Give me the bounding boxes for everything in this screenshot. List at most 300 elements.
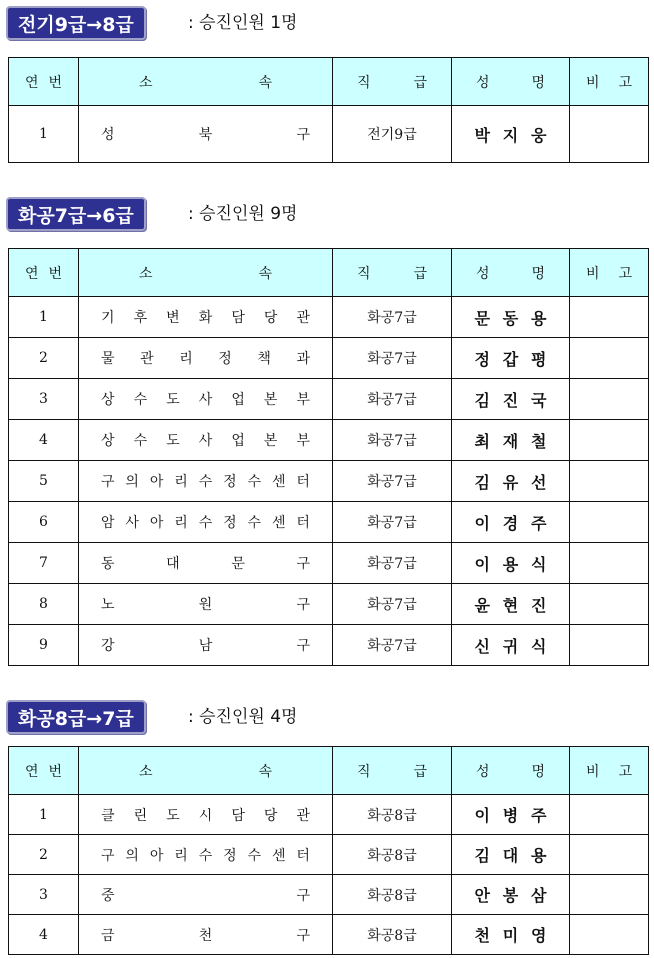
department-char: 린 [133, 807, 148, 824]
department-char: 관 [296, 310, 310, 326]
department-char: 구 [296, 127, 310, 143]
department-char: 강 [101, 638, 115, 654]
table-row [9, 379, 649, 420]
header-department-label [79, 263, 332, 283]
row-name [452, 461, 570, 502]
name-char: 진 [502, 390, 519, 410]
department-char: 의 [125, 474, 139, 490]
header-name-char: 명 [531, 265, 545, 282]
name-text [475, 123, 547, 146]
department-char: 사 [198, 433, 213, 449]
row-department [79, 338, 333, 379]
department-char: 중 [101, 887, 115, 904]
department-char: 도 [166, 392, 180, 408]
department-char: 본 [263, 392, 278, 408]
department-char: 아 [149, 847, 164, 864]
header-grade-char: 급 [413, 265, 427, 282]
row-department [79, 420, 333, 461]
row-grade: 화공7급 [333, 461, 452, 502]
department-char: 클 [101, 807, 115, 824]
name-char: 김 [474, 390, 490, 410]
name-char: 식 [531, 636, 547, 656]
header-grade [333, 58, 452, 106]
name-char: 이 [474, 806, 490, 825]
name-char: 안 [474, 886, 490, 905]
header-name-label [452, 263, 569, 283]
department-char: 정 [223, 847, 237, 864]
header-department-label [79, 761, 332, 781]
department-char: 수 [247, 474, 262, 490]
department-char: 책 [257, 351, 271, 367]
department-char: 관 [140, 351, 154, 367]
row-grade: 화공8급 [333, 795, 452, 835]
department-char: 당 [263, 310, 278, 326]
department-char: 센 [271, 474, 286, 490]
department-char: 리 [174, 847, 188, 864]
table-row [9, 584, 649, 625]
department-text [101, 925, 310, 945]
department-char: 업 [231, 392, 245, 408]
header-number [9, 58, 79, 106]
header-department-char: 속 [258, 763, 272, 780]
name-char: 김 [474, 846, 490, 865]
row-grade: 화공8급 [333, 835, 452, 875]
header-name-char: 명 [531, 74, 545, 91]
department-char: 도 [166, 433, 180, 449]
name-char: 신 [474, 636, 490, 656]
row-name [452, 543, 570, 584]
table-row [9, 875, 649, 915]
row-number: 6 [9, 502, 79, 543]
row-note [570, 379, 649, 420]
promotion-count: : 승진인원 9명 [188, 204, 298, 224]
department-char: 센 [271, 515, 286, 531]
department-char: 후 [133, 310, 148, 326]
name-char: 김 [474, 472, 490, 492]
promotion-table [8, 248, 649, 666]
header-number [9, 249, 79, 297]
row-department [79, 461, 333, 502]
department-char: 터 [296, 847, 310, 864]
header-grade [333, 249, 452, 297]
row-name [452, 584, 570, 625]
row-grade: 화공7급 [333, 297, 452, 338]
header-grade-char: 급 [413, 74, 427, 91]
department-text [101, 805, 310, 825]
department-char: 구 [296, 556, 310, 572]
department-char: 금 [101, 927, 115, 944]
name-char: 주 [531, 806, 547, 825]
department-char: 담 [231, 807, 245, 824]
name-char: 영 [531, 926, 547, 945]
row-note [570, 297, 649, 338]
row-note [570, 625, 649, 666]
section-title-badge: 화공7급→6급 [6, 197, 146, 231]
row-grade: 화공7급 [333, 543, 452, 584]
name-char: 이 [474, 554, 490, 574]
row-note [570, 584, 649, 625]
row-department [79, 875, 333, 915]
name-char: 재 [502, 431, 519, 451]
row-number: 5 [9, 461, 79, 502]
header-department-char: 속 [258, 74, 272, 91]
header-note-char: 고 [618, 763, 632, 780]
department-text [101, 845, 310, 865]
department-text [101, 430, 310, 450]
row-number: 4 [9, 915, 79, 955]
header-note-label [570, 761, 648, 781]
row-note [570, 835, 649, 875]
department-char: 정 [223, 474, 237, 490]
department-char: 터 [296, 474, 310, 490]
row-name [452, 625, 570, 666]
row-grade: 화공8급 [333, 875, 452, 915]
department-char: 구 [101, 847, 115, 864]
row-name [452, 297, 570, 338]
department-char: 남 [198, 638, 213, 654]
department-char: 원 [198, 597, 213, 613]
row-grade: 화공7급 [333, 502, 452, 543]
name-char: 용 [502, 554, 519, 574]
row-department [79, 502, 333, 543]
row-department [79, 106, 333, 163]
header-department-char: 소 [139, 74, 153, 91]
name-text [475, 552, 547, 575]
header-note [570, 58, 649, 106]
header-note-label [570, 72, 648, 92]
row-grade: 화공7급 [333, 379, 452, 420]
header-note-char: 비 [586, 74, 600, 91]
header-name-char: 성 [476, 74, 490, 91]
row-number: 2 [9, 338, 79, 379]
department-char: 수 [247, 515, 262, 531]
department-char: 사 [198, 392, 213, 408]
row-note [570, 338, 649, 379]
department-text [101, 124, 310, 144]
header-name [452, 249, 570, 297]
row-number: 3 [9, 379, 79, 420]
row-number: 1 [9, 297, 79, 338]
department-char: 수 [198, 847, 213, 864]
row-grade: 전기9급 [333, 106, 452, 163]
name-char: 박 [474, 125, 490, 145]
header-number-char: 번 [48, 265, 62, 282]
promotion-count: : 승진인원 1명 [188, 13, 298, 33]
table-row [9, 338, 649, 379]
row-grade: 화공7급 [333, 338, 452, 379]
name-text [475, 429, 547, 452]
department-char: 수 [133, 392, 148, 408]
row-grade: 화공7급 [333, 420, 452, 461]
department-char: 시 [198, 807, 213, 824]
table-row [9, 461, 649, 502]
header-number-char: 연 [25, 763, 39, 780]
row-grade: 화공7급 [333, 625, 452, 666]
department-text [101, 512, 310, 532]
table-row [9, 543, 649, 584]
header-note-label [570, 263, 648, 283]
name-char: 갑 [502, 349, 519, 369]
table-row [9, 297, 649, 338]
name-text [475, 803, 547, 826]
table-row [9, 106, 649, 163]
promotion-table [8, 57, 649, 163]
name-char: 식 [531, 554, 547, 574]
header-name-char: 명 [531, 763, 545, 780]
name-char: 용 [531, 308, 547, 328]
row-note [570, 875, 649, 915]
section-title-badge: 전기9급→8급 [6, 6, 146, 40]
row-department [79, 543, 333, 584]
name-text [475, 306, 547, 329]
row-number: 4 [9, 420, 79, 461]
name-text [475, 634, 547, 657]
department-char: 동 [101, 556, 115, 572]
department-char: 사 [125, 515, 139, 531]
department-char: 구 [296, 887, 310, 904]
header-grade-label [333, 761, 451, 781]
department-char: 변 [166, 310, 180, 326]
table-row [9, 835, 649, 875]
department-char: 부 [296, 392, 310, 408]
row-note [570, 420, 649, 461]
row-grade: 화공8급 [333, 915, 452, 955]
name-char: 진 [531, 595, 547, 615]
header-department-char: 속 [258, 265, 272, 282]
department-char: 구 [296, 638, 310, 654]
name-char: 용 [531, 846, 547, 865]
row-note [570, 461, 649, 502]
promotion-table [8, 746, 649, 955]
header-name-label [452, 761, 569, 781]
department-char: 구 [101, 474, 115, 490]
department-char: 구 [296, 927, 310, 944]
header-grade-char: 급 [413, 763, 427, 780]
row-department [79, 795, 333, 835]
header-department [79, 58, 333, 106]
department-char: 본 [263, 433, 278, 449]
row-number: 8 [9, 584, 79, 625]
department-char: 수 [198, 474, 213, 490]
department-char: 부 [296, 433, 310, 449]
department-char: 수 [247, 847, 262, 864]
header-grade-char: 직 [357, 763, 371, 780]
department-char: 수 [198, 515, 213, 531]
department-char: 정 [218, 351, 232, 367]
name-char: 동 [502, 308, 519, 328]
department-text [101, 594, 310, 614]
row-number: 7 [9, 543, 79, 584]
name-char: 웅 [531, 125, 547, 145]
row-name [452, 379, 570, 420]
header-number-char: 번 [48, 763, 62, 780]
header-note [570, 249, 649, 297]
department-char: 기 [101, 310, 115, 326]
name-char: 귀 [502, 636, 519, 656]
name-text [475, 883, 547, 906]
name-char: 봉 [502, 886, 519, 905]
header-note-char: 비 [586, 763, 600, 780]
row-grade: 화공7급 [333, 584, 452, 625]
row-number: 3 [9, 875, 79, 915]
department-char: 문 [231, 556, 245, 572]
department-char: 물 [101, 351, 115, 367]
row-note [570, 106, 649, 163]
name-text [475, 347, 547, 370]
table-row [9, 795, 649, 835]
section-title-badge: 화공8급→7급 [6, 700, 146, 734]
department-text [101, 635, 310, 655]
name-text [475, 593, 547, 616]
name-char: 정 [474, 349, 490, 369]
department-char: 노 [101, 597, 115, 613]
name-char: 미 [502, 926, 519, 945]
name-char: 국 [531, 390, 547, 410]
header-grade-char: 직 [357, 265, 371, 282]
department-char: 정 [223, 515, 237, 531]
department-char: 과 [296, 351, 310, 367]
row-name [452, 502, 570, 543]
row-number: 9 [9, 625, 79, 666]
row-number: 2 [9, 835, 79, 875]
department-char: 터 [296, 515, 310, 531]
header-number-label [9, 761, 78, 781]
row-name [452, 338, 570, 379]
name-char: 현 [502, 595, 519, 615]
header-number-char: 연 [25, 74, 39, 91]
name-char: 대 [502, 846, 519, 865]
name-text [475, 470, 547, 493]
department-char: 화 [198, 310, 213, 326]
header-number-char: 연 [25, 265, 39, 282]
department-char: 북 [198, 127, 213, 143]
table-header-row [9, 747, 649, 795]
header-department-label [79, 72, 332, 92]
header-number-label [9, 263, 78, 283]
department-char: 아 [149, 474, 164, 490]
header-grade-label [333, 263, 451, 283]
department-char: 센 [271, 847, 286, 864]
header-note-char: 고 [618, 265, 632, 282]
header-number [9, 747, 79, 795]
department-char: 리 [179, 351, 193, 367]
row-department [79, 915, 333, 955]
department-char: 리 [174, 474, 188, 490]
header-name [452, 58, 570, 106]
name-char: 경 [502, 513, 519, 533]
table-header-row [9, 58, 649, 106]
name-text [475, 388, 547, 411]
header-name-char: 성 [476, 763, 490, 780]
name-text [475, 923, 547, 946]
name-char: 윤 [474, 595, 490, 615]
header-name-label [452, 72, 569, 92]
row-name [452, 915, 570, 955]
row-name [452, 420, 570, 461]
header-note [570, 747, 649, 795]
department-text [101, 553, 310, 573]
row-name [452, 835, 570, 875]
name-char: 주 [531, 513, 547, 533]
department-text [101, 885, 310, 905]
table-header-row [9, 249, 649, 297]
department-char: 성 [101, 127, 115, 143]
name-char: 평 [531, 349, 547, 369]
name-text [475, 511, 547, 534]
row-department [79, 625, 333, 666]
row-note [570, 915, 649, 955]
name-char: 병 [502, 806, 519, 825]
row-department [79, 835, 333, 875]
header-name-char: 성 [476, 265, 490, 282]
department-text [101, 471, 310, 491]
department-char: 도 [166, 807, 180, 824]
row-number: 1 [9, 106, 79, 163]
department-char: 상 [101, 433, 115, 449]
department-char: 암 [101, 515, 115, 531]
name-char: 선 [531, 472, 547, 492]
department-char: 당 [263, 807, 278, 824]
department-char: 업 [231, 433, 245, 449]
row-name [452, 875, 570, 915]
header-name [452, 747, 570, 795]
row-note [570, 795, 649, 835]
row-department [79, 584, 333, 625]
department-char: 천 [198, 927, 213, 944]
table-row [9, 502, 649, 543]
department-text [101, 389, 310, 409]
name-char: 유 [502, 472, 519, 492]
department-char: 아 [149, 515, 164, 531]
row-note [570, 502, 649, 543]
department-char: 상 [101, 392, 115, 408]
name-char: 문 [474, 308, 490, 328]
table-row [9, 915, 649, 955]
header-grade [333, 747, 452, 795]
department-char: 수 [133, 433, 148, 449]
name-char: 이 [474, 513, 490, 533]
header-note-char: 고 [618, 74, 632, 91]
department-text [101, 307, 310, 327]
row-note [570, 543, 649, 584]
table-row [9, 625, 649, 666]
row-name [452, 795, 570, 835]
row-department [79, 297, 333, 338]
row-department [79, 379, 333, 420]
department-text [101, 348, 310, 368]
name-char: 천 [474, 926, 490, 945]
header-department [79, 249, 333, 297]
header-number-label [9, 72, 78, 92]
name-char: 최 [474, 431, 490, 451]
department-char: 관 [296, 807, 310, 824]
header-note-char: 비 [586, 265, 600, 282]
department-char: 리 [174, 515, 188, 531]
name-char: 철 [531, 431, 547, 451]
header-department [79, 747, 333, 795]
header-department-char: 소 [139, 265, 153, 282]
name-text [475, 843, 547, 866]
department-char: 대 [166, 556, 180, 572]
promotion-count: : 승진인원 4명 [188, 707, 298, 727]
header-number-char: 번 [48, 74, 62, 91]
department-char: 의 [125, 847, 139, 864]
header-grade-char: 직 [357, 74, 371, 91]
name-char: 삼 [531, 886, 547, 905]
header-grade-label [333, 72, 451, 92]
department-char: 담 [231, 310, 245, 326]
department-char: 구 [296, 597, 310, 613]
